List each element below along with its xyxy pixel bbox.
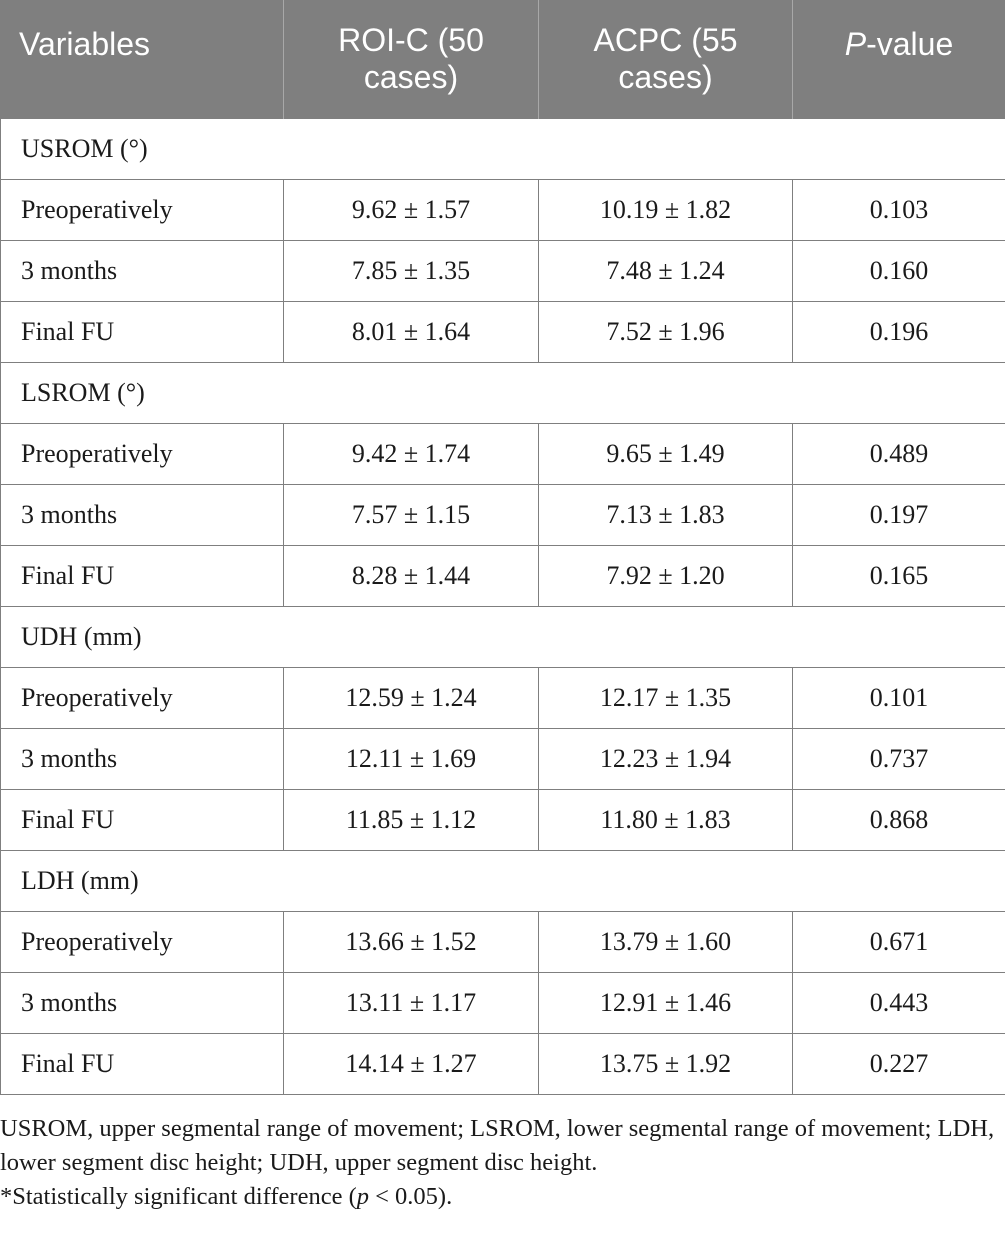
p-value: 0.671 [793,912,1005,973]
acpc-value: 7.92 ± 1.20 [539,546,793,607]
row-label: Final FU [1,302,284,363]
significance-note-p: p [356,1183,369,1210]
acpc-value: 12.91 ± 1.46 [539,973,793,1034]
row-label: 3 months [1,729,284,790]
roi-c-value: 7.85 ± 1.35 [284,241,539,302]
table-row [1,302,1005,363]
p-value: 0.103 [793,180,1005,241]
roi-c-value: 11.85 ± 1.12 [284,790,539,851]
acpc-value: 9.65 ± 1.49 [539,424,793,485]
header-variables: Variables [1,0,284,119]
p-value: 0.197 [793,485,1005,546]
header-p-value [793,0,1005,119]
table-row [1,973,1005,1034]
roi-c-value: 14.14 ± 1.27 [284,1034,539,1095]
acpc-value: 13.75 ± 1.92 [539,1034,793,1095]
row-label: Final FU [1,790,284,851]
p-value: 0.868 [793,790,1005,851]
table-body [1,119,1005,1095]
table-row [1,485,1005,546]
row-label: Final FU [1,1034,284,1095]
roi-c-value: 12.59 ± 1.24 [284,668,539,729]
table-row [1,668,1005,729]
acpc-value: 12.17 ± 1.35 [539,668,793,729]
acpc-value: 7.13 ± 1.83 [539,485,793,546]
roi-c-value: 8.01 ± 1.64 [284,302,539,363]
group-row [1,363,1005,424]
p-value: 0.737 [793,729,1005,790]
row-label: Preoperatively [1,668,284,729]
acpc-value: 7.48 ± 1.24 [539,241,793,302]
group-title: USROM (°) [1,119,1005,180]
p-value: 0.443 [793,973,1005,1034]
significance-note [0,1180,1000,1214]
group-title: UDH (mm) [1,607,1005,668]
p-value: 0.196 [793,302,1005,363]
header-p-rest: -value [866,26,954,62]
roi-c-value: 13.11 ± 1.17 [284,973,539,1034]
group-row [1,851,1005,912]
header-p-letter: P [844,26,867,62]
p-value: 0.101 [793,668,1005,729]
abbreviations-note: USROM, upper segmental range of movement; LSROM, lower segmental range of movement; LDH, lower segment disc height; UDH, upper segment disc height. [0,1115,995,1176]
acpc-value: 11.80 ± 1.83 [539,790,793,851]
row-label: Preoperatively [1,180,284,241]
acpc-value: 10.19 ± 1.82 [539,180,793,241]
p-value: 0.489 [793,424,1005,485]
roi-c-value: 13.66 ± 1.52 [284,912,539,973]
group-row [1,119,1005,180]
group-row [1,607,1005,668]
roi-c-value: 7.57 ± 1.15 [284,485,539,546]
table-row [1,180,1005,241]
group-title: LSROM (°) [1,363,1005,424]
p-value: 0.160 [793,241,1005,302]
table-header [1,0,1005,119]
header-row [1,0,1005,119]
acpc-value: 13.79 ± 1.60 [539,912,793,973]
table-row [1,424,1005,485]
table-row [1,1034,1005,1095]
significance-note-pre: *Statistically significant difference ( [0,1183,357,1210]
table-footnotes [0,1112,1000,1214]
roi-c-value: 9.62 ± 1.57 [284,180,539,241]
table-row [1,912,1005,973]
row-label: Final FU [1,546,284,607]
row-label: 3 months [1,485,284,546]
group-title: LDH (mm) [1,851,1005,912]
p-value: 0.227 [793,1034,1005,1095]
significance-note-post: < 0.05). [368,1183,453,1210]
row-label: 3 months [1,241,284,302]
table-row [1,790,1005,851]
acpc-value: 12.23 ± 1.94 [539,729,793,790]
roi-c-value: 12.11 ± 1.69 [284,729,539,790]
p-value: 0.165 [793,546,1005,607]
header-acpc: ACPC (55 cases) [539,0,793,119]
table-row [1,729,1005,790]
row-label: Preoperatively [1,912,284,973]
table-row [1,546,1005,607]
header-roi-c: ROI-C (50 cases) [284,0,539,119]
row-label: 3 months [1,973,284,1034]
roi-c-value: 8.28 ± 1.44 [284,546,539,607]
table-row [1,241,1005,302]
row-label: Preoperatively [1,424,284,485]
roi-c-value: 9.42 ± 1.74 [284,424,539,485]
acpc-value: 7.52 ± 1.96 [539,302,793,363]
